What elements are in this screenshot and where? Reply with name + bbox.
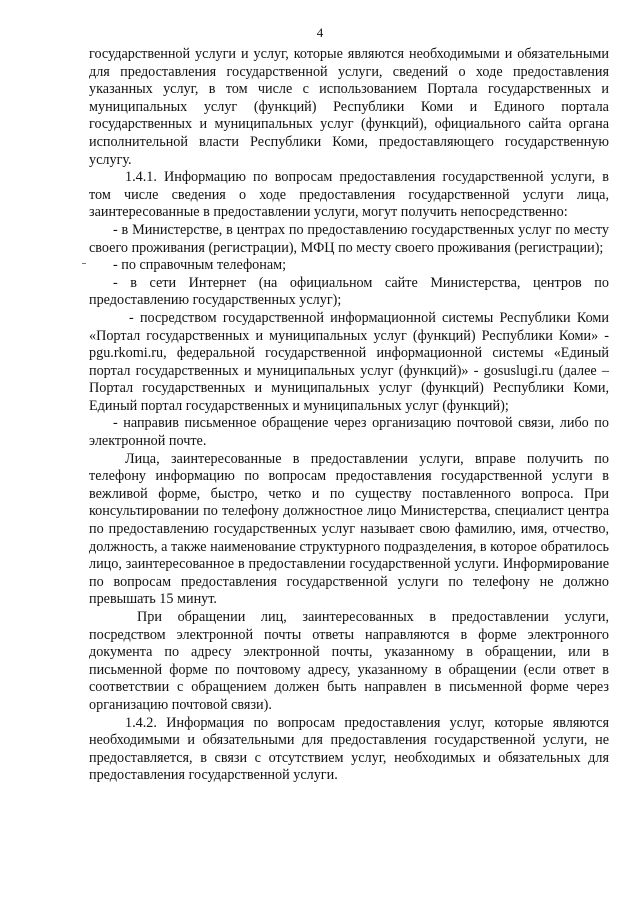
- list-item-mail: - направив письменное обращение через организацию почтовой связи, либо по электронной почте.: [89, 415, 609, 450]
- list-item-ministry: - в Министерстве, в центрах по предоставлению государственных услуг по месту своего проживания (регистрации), МФЦ по месту своего проживания (регистрации);: [89, 221, 609, 256]
- paragraph-intro-continuation: государственной услуги и услуг, которые являются необходимыми и обязательными для предоставления государственной услуги, сведений о ходе предоставления указанных услуг, в том числе с использованием Портала государственных и муниципальных услуг (функций) Республики Коми и Единого портала государственных и муниципальных услуг (функций), официального сайта органа исполнительной власти Республики Коми, предоставляющего государственную услугу.: [89, 46, 609, 168]
- list-item-internet: - в сети Интернет (на официальном сайте Министерства, центров по предоставлению государственных услуг);: [89, 274, 609, 309]
- list-item-phone: - по справочным телефонам;: [113, 257, 287, 274]
- paragraph-email-requests: При обращении лиц, заинтересованных в предоставлении услуги, посредством электронной почты ответы направляются в форме электронного документа по адресу электронной почты, указанному в обращении, или в письменной форме по почтовому адресу, указанному в обращении (если ответ в соответствии с обращением должен быть направлен в письменной форме через организацию почтовой связи).: [89, 609, 609, 713]
- paragraph-phone-consultation: Лица, заинтересованные в предоставлении услуги, вправе получить по телефону информацию по вопросам предоставления государственной услуги в вежливой форме, быстро, четко и по существу поставленного вопроса. При консультировании по телефону должностное лицо Министерства, специалист центра по предоставлению государственных услуг называет свою фамилию, имя, отчество, должность, а также наименование структурного подразделения, в которое обратилось лицо, заинтересованное в предоставлении государственной услуги. Информирование по вопросам предоставления государственной услуги по телефону не должно превышать 15 минут.: [89, 450, 609, 608]
- list-item-portal: - посредством государственной информационной системы Республики Коми «Портал государственных и муниципальных услуг (функций) Республики Коми» - pgu.rkomi.ru, федеральной государственной информационной системы «Единый портал государственных и муниципальных услуг (функций)» - gosuslugi.ru (далее – Портал государственных и муниципальных услуг (функций) Республики Коми, Единый портал государственных и муниципальных услуг (функций);: [89, 309, 609, 414]
- margin-mark: [82, 263, 86, 264]
- paragraph-1-4-1: 1.4.1. Информацию по вопросам предоставления государственной услуги, в том числе сведения о ходе предоставления государственной услуги лица, заинтересованные в предоставлении услуги, могут получить непосредственно:: [89, 169, 609, 221]
- paragraph-1-4-2: 1.4.2. Информация по вопросам предоставления услуг, которые являются необходимыми и обязательными для предоставления государственной услуги, не предоставляется, в связи с отсутствием услуг, необходимых и обязательных для предоставления государственной услуги.: [89, 714, 609, 784]
- document-body: [89, 46, 609, 785]
- page-number: 4: [316, 25, 324, 40]
